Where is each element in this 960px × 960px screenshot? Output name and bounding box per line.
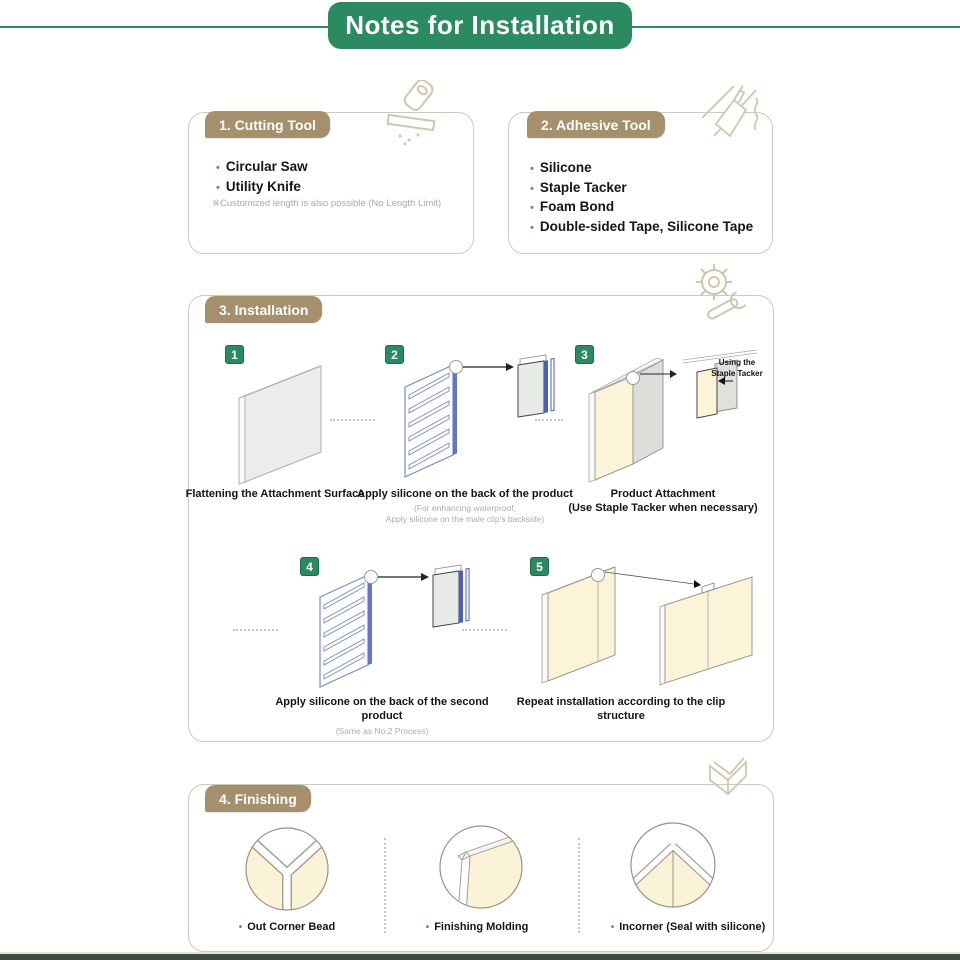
caption-subtext: (Same as No.2 Process): [335, 725, 429, 736]
step-4-caption: [272, 695, 492, 736]
step-2-silicone-diagram: [370, 350, 560, 485]
corner-molding-icon: [700, 754, 756, 812]
list-item: • Double-sided Tape, Silicone Tape: [530, 218, 753, 238]
bottom-bar: [0, 954, 960, 960]
dotted-separator: [233, 629, 278, 631]
finishing-caption: • Incorner (Seal with silicone): [588, 921, 788, 933]
dotted-separator: [578, 838, 580, 933]
caption-subtext: (For enhancing waterproof,: [413, 503, 517, 514]
adhesive-tool-list: [530, 159, 753, 237]
step-4-silicone-diagram: [285, 560, 475, 695]
step-5-caption: [496, 695, 746, 724]
finishing-molding-diagram: [436, 822, 526, 912]
step-5-badge: 5: [530, 557, 549, 576]
finishing-caption: • Out Corner Bead: [197, 921, 377, 933]
silicone-gun-icon: [698, 82, 764, 154]
out-corner-bead-diagram: [242, 824, 332, 914]
step-3-badge: 3: [575, 345, 594, 364]
finishing-tab: 4. Finishing: [205, 785, 311, 812]
dotted-separator: [384, 838, 386, 933]
caption-text-2: (Use Staple Tacker when necessary): [568, 502, 758, 515]
finishing-caption: • Finishing Molding: [387, 921, 567, 933]
installation-tab: 3. Installation: [205, 296, 322, 323]
step-3-annotation: [704, 357, 770, 379]
incorner-diagram: [628, 820, 718, 910]
caption-text: Apply silicone on the back of the product: [357, 488, 573, 500]
dotted-separator: [330, 419, 375, 421]
cutting-tool-tab: 1. Cutting Tool: [205, 111, 330, 138]
list-item: • Utility Knife: [216, 178, 308, 198]
step-1-caption: [175, 487, 375, 501]
list-item: • Circular Saw: [216, 158, 308, 178]
step-1-badge: 1: [225, 345, 244, 364]
cutting-tool-list: [216, 158, 308, 197]
page-title: Notes for Installation: [328, 2, 632, 49]
caption-text: Product Attachment: [610, 488, 716, 500]
step-2-badge: 2: [385, 345, 404, 364]
list-item: • Staple Tacker: [530, 179, 753, 199]
caption-text: Flattening the Attachment Surface: [185, 488, 365, 500]
step-5-repeat-diagram: [520, 555, 770, 695]
cutting-tool-note: ※Customized length is also possible (No Length Limit): [212, 198, 442, 209]
dotted-separator: [535, 419, 563, 421]
annotation-line-2: Staple Tacker: [711, 369, 763, 378]
utility-knife-icon: [372, 80, 450, 152]
list-item: • Foam Bond: [530, 198, 753, 218]
gear-wrench-icon: [688, 258, 758, 324]
caption-text: Repeat installation according to the clip structure: [516, 696, 726, 723]
annotation-line-1: Using the: [718, 358, 756, 367]
step-4-badge: 4: [300, 557, 319, 576]
dotted-separator: [462, 629, 507, 631]
caption-text: Apply silicone on the back of the second product: [275, 696, 489, 723]
list-item: • Silicone: [530, 159, 753, 179]
step-2-caption: [355, 487, 575, 525]
step-3-caption: [555, 487, 771, 516]
adhesive-tool-tab: 2. Adhesive Tool: [527, 111, 665, 138]
caption-subtext: Apply silicone on the male clip's backside): [385, 513, 545, 524]
